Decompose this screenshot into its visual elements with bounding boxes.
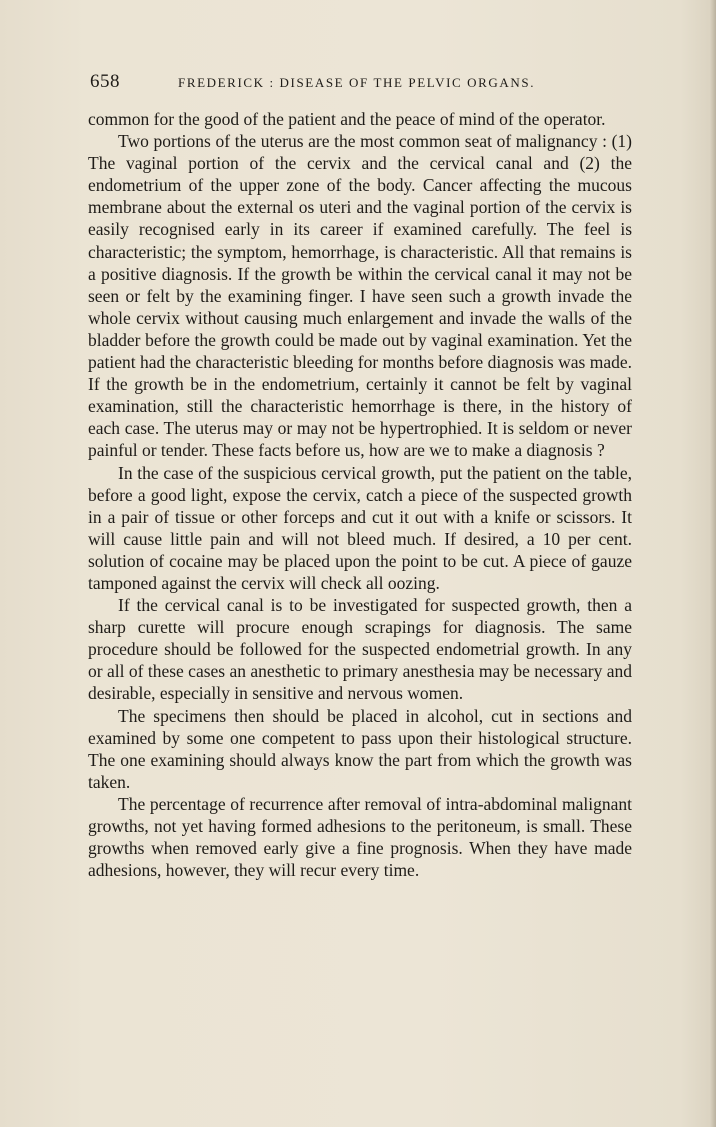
body-text — [88, 108, 632, 881]
running-head: FREDERICK : DISEASE OF THE PELVIC ORGANS. — [178, 75, 536, 90]
paragraph: Two portions of the uterus are the most common seat of malignancy : (1) The vaginal portion of the cervix and the cervical canal and (2) the endometrium of the upper zone of the body. Cancer affecting the mucous membrane about the external os uteri and the vaginal portion of the cervix is easily recognised early in its career if examined carefully. The feel is characteristic; the symptom, hemorrhage, is characteristic. All that remains is a positive diagnosis. If the growth be within the cervical canal it may not be seen or felt by the examining finger. I have seen such a growth invade the whole cervix without causing much enlargement and invade the walls of the bladder before the growth could be made out by vaginal examination. Yet the patient had the characteristic bleeding for months before diagnosis was made. If the growth be in the endometrium, certainly it cannot be felt by vaginal examination, still the characteristic hemorrhage is there, in the history of each case. The uterus may or may not be hypertrophied. It is seldom or never painful or tender. These facts before us, how are we to make a diagnosis ? — [88, 131, 632, 461]
paragraph: If the cervical canal is to be investigated for suspected growth, then a sharp curette will procure enough scrapings for diagnosis. The same procedure should be followed for the suspected endometrial growth. In any or all of these cases an anesthetic to primary anesthesia may be necessary and desirable, especially in sensitive and nervous women. — [88, 595, 632, 704]
page-header — [90, 71, 635, 93]
page-number: 658 — [90, 71, 120, 92]
page-edge-shadow — [710, 0, 716, 1127]
paragraph-continuation: common for the good of the patient and the peace of mind of the operator. — [88, 109, 606, 129]
paragraph: In the case of the suspicious cervical growth, put the patient on the table, before a good light, expose the cervix, catch a piece of the suspected growth in a pair of tissue or other forceps and cut it out with a knife or scissors. It will cause little pain and will not bleed much. If desired, a 10 per cent. solution of cocaine may be placed upon the point to be cut. A piece of gauze tamponed against the cervix will check all oozing. — [88, 462, 632, 593]
paragraph: The percentage of recurrence after removal of intra-abdominal malignant growths, not yet having formed adhesions to the peritoneum, is small. These growths when removed early give a fine prognosis. When they have made adhesions, however, they will recur every time. — [88, 793, 632, 881]
paragraph: The specimens then should be placed in alcohol, cut in sections and examined by some one competent to pass upon their histological structure. The one examining should always know the part from which the growth was taken. — [88, 705, 632, 792]
